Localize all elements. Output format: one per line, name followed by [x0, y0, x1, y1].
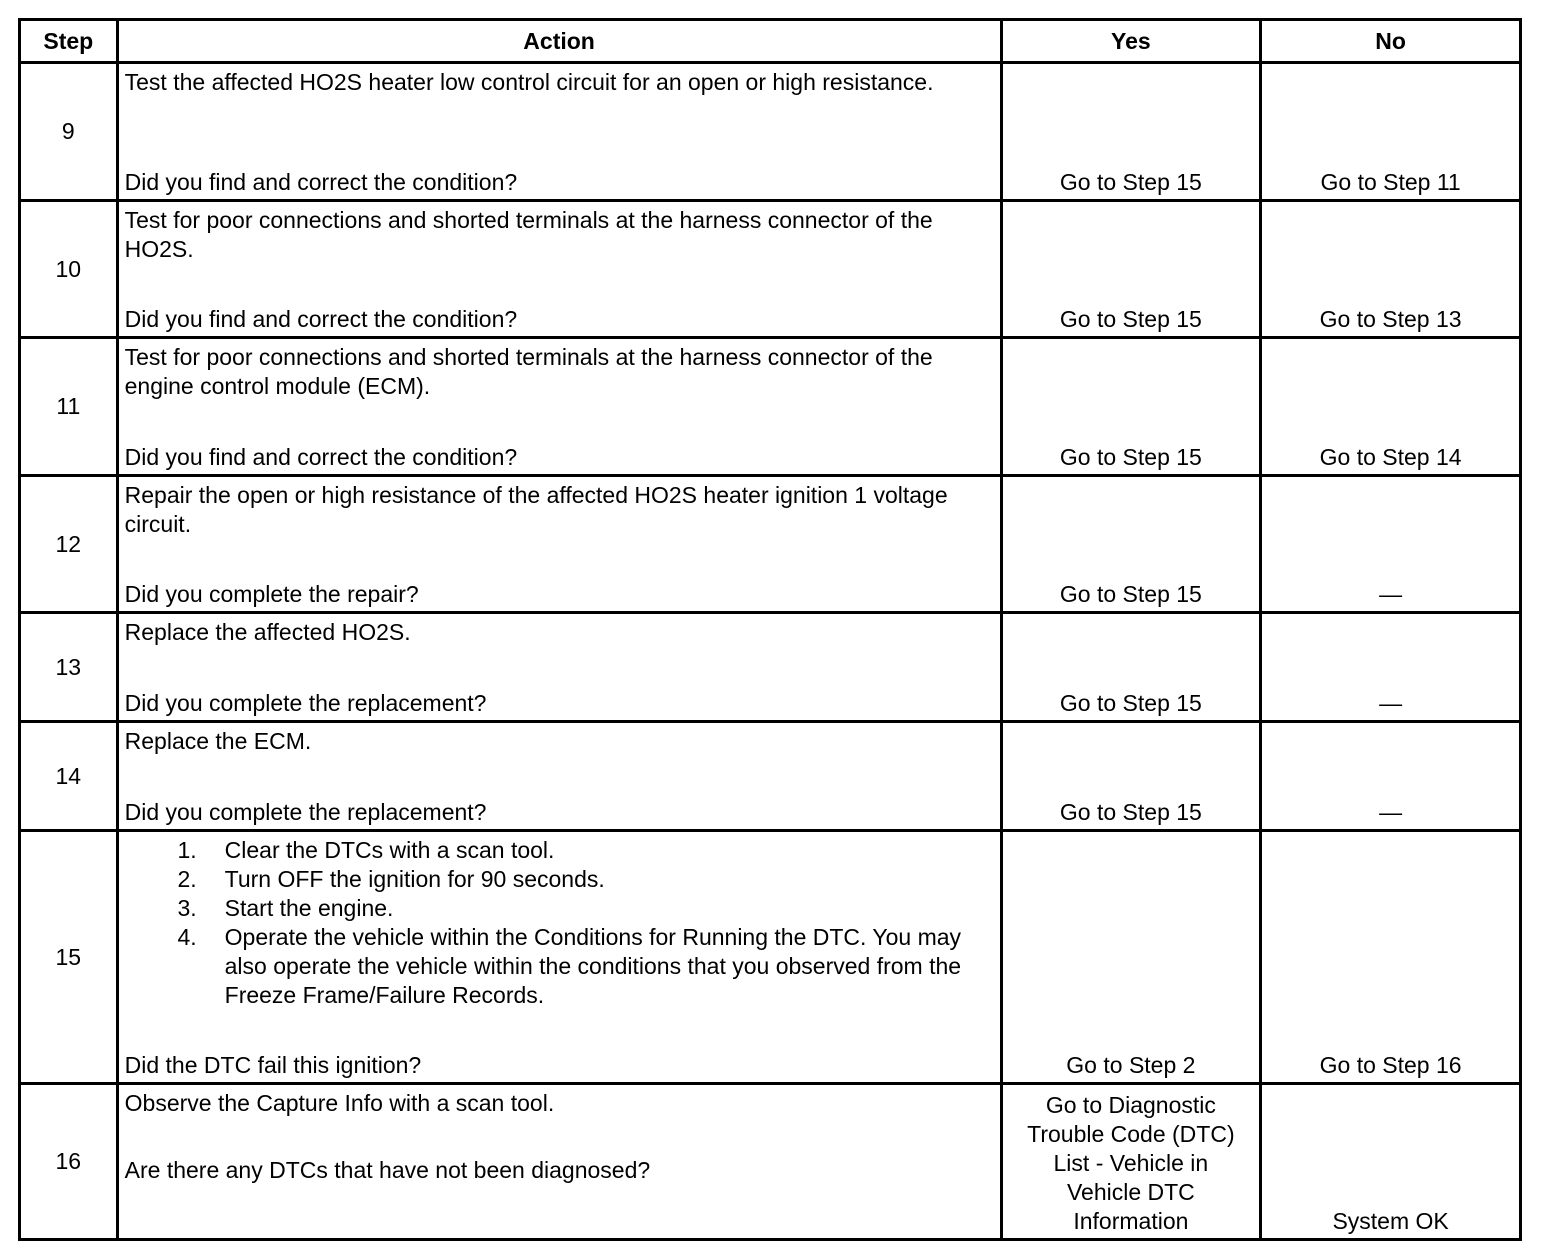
- step-number: 9: [20, 63, 118, 201]
- step-number: 11: [20, 338, 118, 476]
- diagnostic-table: [18, 18, 1522, 1241]
- action-cell: [117, 831, 1001, 1084]
- header-yes: Yes: [1001, 20, 1261, 63]
- action-question: Are there any DTCs that have not been diagnosed?: [124, 1157, 651, 1183]
- list-text: Start the engine.: [224, 895, 394, 921]
- list-text: Turn OFF the ignition for 90 seconds.: [224, 866, 605, 892]
- action-text: Replace the ECM.: [124, 728, 312, 754]
- table-row: [20, 201, 1521, 338]
- yes-result: Go to Step 15: [1059, 690, 1202, 716]
- step-number: 14: [20, 722, 118, 831]
- yes-cell: [1001, 63, 1261, 201]
- yes-cell: [1001, 831, 1261, 1084]
- list-number: 2.: [177, 866, 197, 892]
- step-number: 16: [20, 1084, 118, 1240]
- header-no: No: [1261, 20, 1521, 63]
- no-cell: [1261, 722, 1521, 831]
- action-cell: [117, 338, 1001, 476]
- procedure-list: [125, 836, 994, 1010]
- no-cell: [1261, 63, 1521, 201]
- no-result: Go to Step 13: [1319, 306, 1462, 332]
- no-result: Go to Step 11: [1320, 169, 1461, 195]
- list-item: [125, 865, 994, 894]
- action-question: Did the DTC fail this ignition?: [124, 1052, 422, 1078]
- action-question: Did you find and correct the condition?: [124, 169, 518, 195]
- table-row: [20, 338, 1521, 476]
- table-row: [20, 722, 1521, 831]
- list-item: [125, 923, 994, 1010]
- table-row: [20, 831, 1521, 1084]
- action-cell: [117, 476, 1001, 613]
- no-cell: [1261, 338, 1521, 476]
- yes-result: Go to Step 2: [1066, 1052, 1196, 1078]
- action-cell: [117, 1084, 1001, 1240]
- table-row: [20, 613, 1521, 722]
- no-cell: [1261, 476, 1521, 613]
- no-cell: [1261, 1084, 1521, 1240]
- list-text: Operate the vehicle within the Conditions for Running the DTC. You may also operate the vehicle within the conditions that you observed from the Freeze Frame/Failure Records.: [224, 924, 962, 1008]
- yes-result: Go to Step 15: [1059, 306, 1202, 332]
- header-action: Action: [117, 20, 1001, 63]
- list-text: Clear the DTCs with a scan tool.: [224, 837, 555, 863]
- action-cell: [117, 63, 1001, 201]
- action-text: Test for poor connections and shorted terminals at the harness connector of the HO2S.: [124, 207, 933, 262]
- header-step: Step: [20, 20, 118, 63]
- yes-cell: [1001, 613, 1261, 722]
- yes-cell: [1001, 722, 1261, 831]
- action-text: Repair the open or high resistance of the affected HO2S heater ignition 1 voltage circuit.: [124, 482, 948, 537]
- yes-result: Go to Diagnostic Trouble Code (DTC) List - Vehicle in Vehicle DTC Information: [1027, 1092, 1235, 1234]
- no-result: Go to Step 14: [1319, 444, 1462, 470]
- no-result: —: [1379, 690, 1403, 716]
- yes-cell: [1001, 476, 1261, 613]
- yes-result: Go to Step 15: [1059, 581, 1202, 607]
- list-item: [125, 836, 994, 865]
- step-number: 13: [20, 613, 118, 722]
- table-row: [20, 1084, 1521, 1240]
- action-question: Did you complete the replacement?: [124, 690, 487, 716]
- list-number: 4.: [177, 924, 197, 950]
- action-cell: [117, 201, 1001, 338]
- action-cell: [117, 722, 1001, 831]
- action-text: Observe the Capture Info with a scan tool.: [124, 1090, 555, 1116]
- step-number: 15: [20, 831, 118, 1084]
- yes-result: Go to Step 15: [1059, 169, 1202, 195]
- list-item: [125, 894, 994, 923]
- no-cell: [1261, 201, 1521, 338]
- list-number: 1.: [177, 837, 197, 863]
- action-question: Did you complete the repair?: [124, 581, 419, 607]
- yes-cell: [1001, 338, 1261, 476]
- yes-cell: [1001, 1084, 1261, 1240]
- action-cell: [117, 613, 1001, 722]
- header-row: [20, 20, 1521, 63]
- action-question: Did you complete the replacement?: [124, 799, 487, 825]
- no-cell: [1261, 613, 1521, 722]
- list-number: 3.: [177, 895, 197, 921]
- table-row: [20, 476, 1521, 613]
- table-row: [20, 63, 1521, 201]
- yes-result: Go to Step 15: [1059, 444, 1202, 470]
- step-number: 12: [20, 476, 118, 613]
- action-question: Did you find and correct the condition?: [124, 306, 518, 332]
- action-text: Replace the affected HO2S.: [124, 619, 411, 645]
- no-result: Go to Step 16: [1319, 1052, 1462, 1078]
- yes-result: Go to Step 15: [1059, 799, 1202, 825]
- no-result: —: [1379, 581, 1403, 607]
- no-result: System OK: [1332, 1208, 1449, 1234]
- action-text: Test the affected HO2S heater low control circuit for an open or high resistance.: [124, 69, 934, 95]
- step-number: 10: [20, 201, 118, 338]
- action-text: Test for poor connections and shorted terminals at the harness connector of the engine control module (ECM).: [124, 344, 933, 399]
- no-result: —: [1379, 799, 1403, 825]
- no-cell: [1261, 831, 1521, 1084]
- yes-cell: [1001, 201, 1261, 338]
- action-question: Did you find and correct the condition?: [124, 444, 518, 470]
